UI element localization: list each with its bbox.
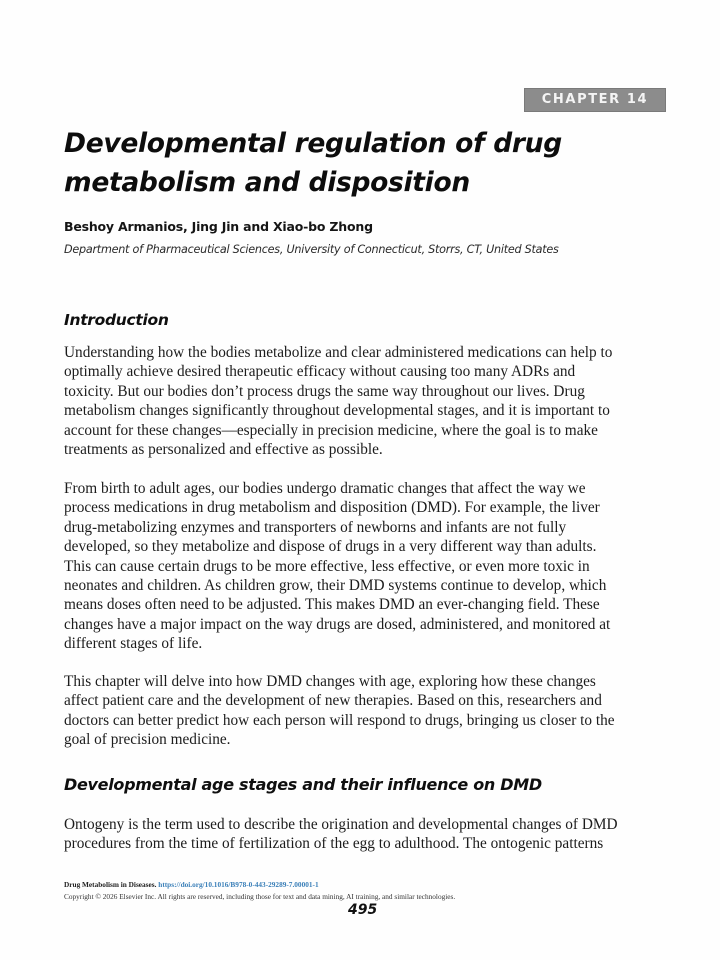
footer-copyright: Copyright © 2026 Elsevier Inc. All rights are reserved, including those for text and data mining, AI training, and similar technologies. [64, 892, 456, 901]
chapter-title-line-2: metabolism and disposition [64, 167, 470, 198]
chapter-title [64, 124, 624, 202]
paragraph-intro-1 [64, 343, 664, 459]
text-line: metabolism changes significantly throughout developmental stages, and it is important to [64, 402, 610, 420]
text-line: goal of precision medicine. [64, 731, 231, 749]
text-line: Understanding how the bodies metabolize and clear administered medications can help to [64, 344, 613, 361]
section-heading-introduction: Introduction [64, 311, 169, 329]
page-number: 495 [348, 902, 378, 918]
paragraph-intro-2 [64, 479, 664, 654]
text-line: optimally achieve desired therapeutic efficacy without causing too many ADRs and [64, 363, 576, 381]
text-line: affect patient care and the development of new therapies. Based on this, researchers and [64, 692, 602, 710]
text-line: Ontogeny is the term used to describe the origination and developmental changes of DMD [64, 816, 618, 833]
text-line: procedures from the time of fertilization of the egg to adulthood. The ontogenic patterns [64, 835, 604, 853]
authors: Beshoy Armanios, Jing Jin and Xiao-bo Zhong [64, 219, 373, 234]
text-line: doctors can better predict how each person will respond to drugs, bringing us closer to the [64, 711, 615, 729]
section-heading-developmental-age-stages: Developmental age stages and their influence on DMD [64, 775, 542, 794]
text-line: developed, so they metabolize and dispose of drugs in a very different way than adults. [64, 538, 597, 556]
text-line: This chapter will delve into how DMD changes with age, exploring how these changes [64, 673, 596, 690]
text-line: process medications in drug metabolism and disposition (DMD). For example, the liver [64, 499, 600, 517]
chapter-title-line-1: Developmental regulation of drug [64, 128, 562, 159]
text-line: drug-metabolizing enzymes and transporters of newborns and infants are not fully [64, 518, 567, 536]
text-line: different stages of life. [64, 635, 203, 653]
text-line: account for these changes—especially in precision medicine, where the goal is to make [64, 421, 598, 439]
text-line: This can cause certain drugs to be more effective, less effective, or even more toxic in [64, 557, 590, 575]
paragraph-ontogeny [64, 815, 664, 854]
text-line: means doses often need to be adjusted. This makes DMD an ever-changing field. These [64, 596, 600, 614]
text-line: neonates and children. As children grow, their DMD systems continue to develop, which [64, 577, 607, 595]
chapter-badge: CHAPTER 14 [524, 88, 666, 112]
affiliation: Department of Pharmaceutical Sciences, University of Connecticut, Storrs, CT, United States [64, 243, 559, 256]
footer-book-title: Drug Metabolism in Diseases. [64, 880, 157, 889]
text-line: treatments as personalized and effective as possible. [64, 441, 383, 459]
text-line: toxicity. But our bodies don’t process drugs the same way throughout our lives. Drug [64, 382, 585, 400]
paragraph-intro-3 [64, 672, 664, 750]
footer-citation [64, 880, 319, 889]
doi-link[interactable]: https://doi.org/10.1016/B978-0-443-29289-7.00001-1 [158, 880, 319, 889]
text-line: changes have a major impact on the way drugs are dosed, administered, and monitored at [64, 615, 611, 633]
text-line: From birth to adult ages, our bodies undergo dramatic changes that affect the way we [64, 480, 586, 497]
